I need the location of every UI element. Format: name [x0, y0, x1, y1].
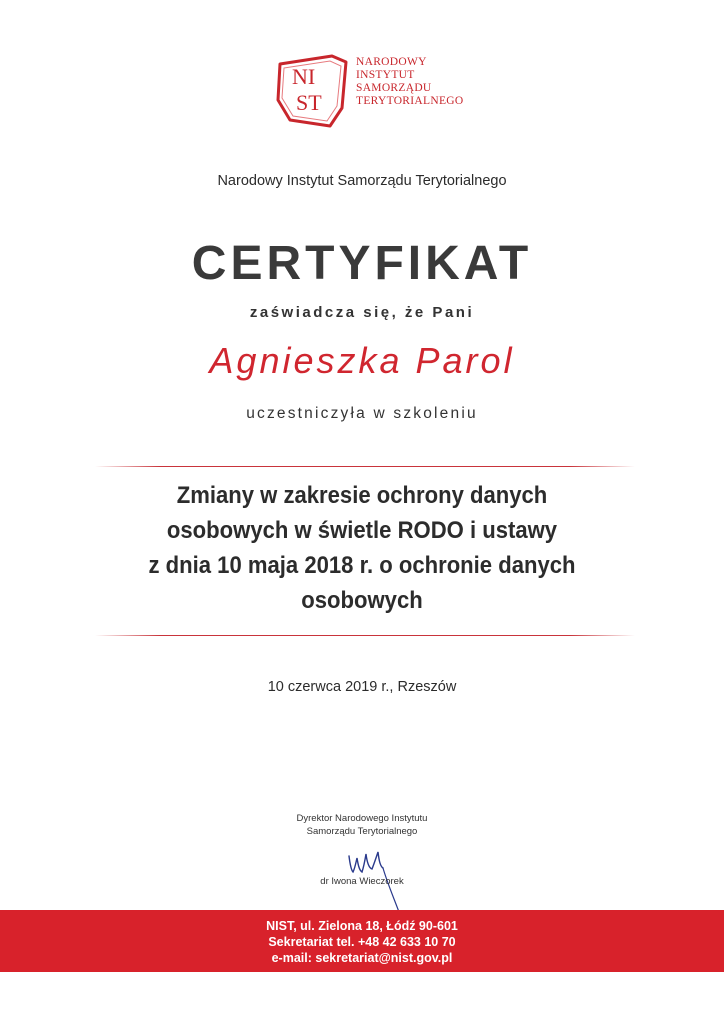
course-title-line: osobowych [301, 587, 423, 614]
issuer-name: Narodowy Instytut Samorządu Terytorialnego [217, 173, 507, 189]
recipient-name: Agnieszka Parol [209, 340, 515, 381]
certificate-title: CERTYFIKAT [191, 237, 533, 290]
director-title-line: Dyrektor Narodowego Instytutu [296, 813, 428, 824]
director-title-line: Samorządu Terytorialnego [306, 826, 418, 837]
nist-logo [270, 50, 490, 130]
logo-line: SAMORZĄDU [356, 82, 432, 94]
footer-contact [0, 918, 724, 966]
director-title [0, 812, 724, 838]
bottom-divider [95, 635, 635, 636]
logo-line: TERYTORIALNEGO [356, 95, 464, 107]
svg-text:ST: ST [296, 90, 322, 115]
certifies-text: zaświadcza się, że Pani [249, 304, 475, 321]
footer-email: e-mail: sekretariat@nist.gov.pl [271, 951, 453, 965]
svg-text:NI: NI [292, 64, 316, 89]
course-title-line: Zmiany w zakresie ochrony danych [176, 482, 548, 509]
signer-name: dr Iwona Wieczorek [320, 876, 404, 887]
course-title-line: z dnia 10 maja 2018 r. o ochronie danych [148, 552, 576, 579]
logo-line: NARODOWY [356, 56, 427, 68]
footer-address: NIST, ul. Zielona 18, Łódź 90-601 [266, 919, 458, 933]
date-place: 10 czerwca 2019 r., Rzeszów [267, 679, 457, 695]
logo-wordmark [356, 56, 463, 108]
nist-emblem-icon [270, 50, 354, 130]
logo-line: INSTYTUT [356, 69, 415, 81]
course-title [121, 478, 603, 618]
top-divider [95, 466, 635, 467]
participated-text: uczestniczyła w szkoleniu [246, 405, 478, 422]
footer-phone: Sekretariat tel. +48 42 633 10 70 [268, 935, 456, 949]
course-title-line: osobowych w świetle RODO i ustawy [166, 517, 558, 544]
